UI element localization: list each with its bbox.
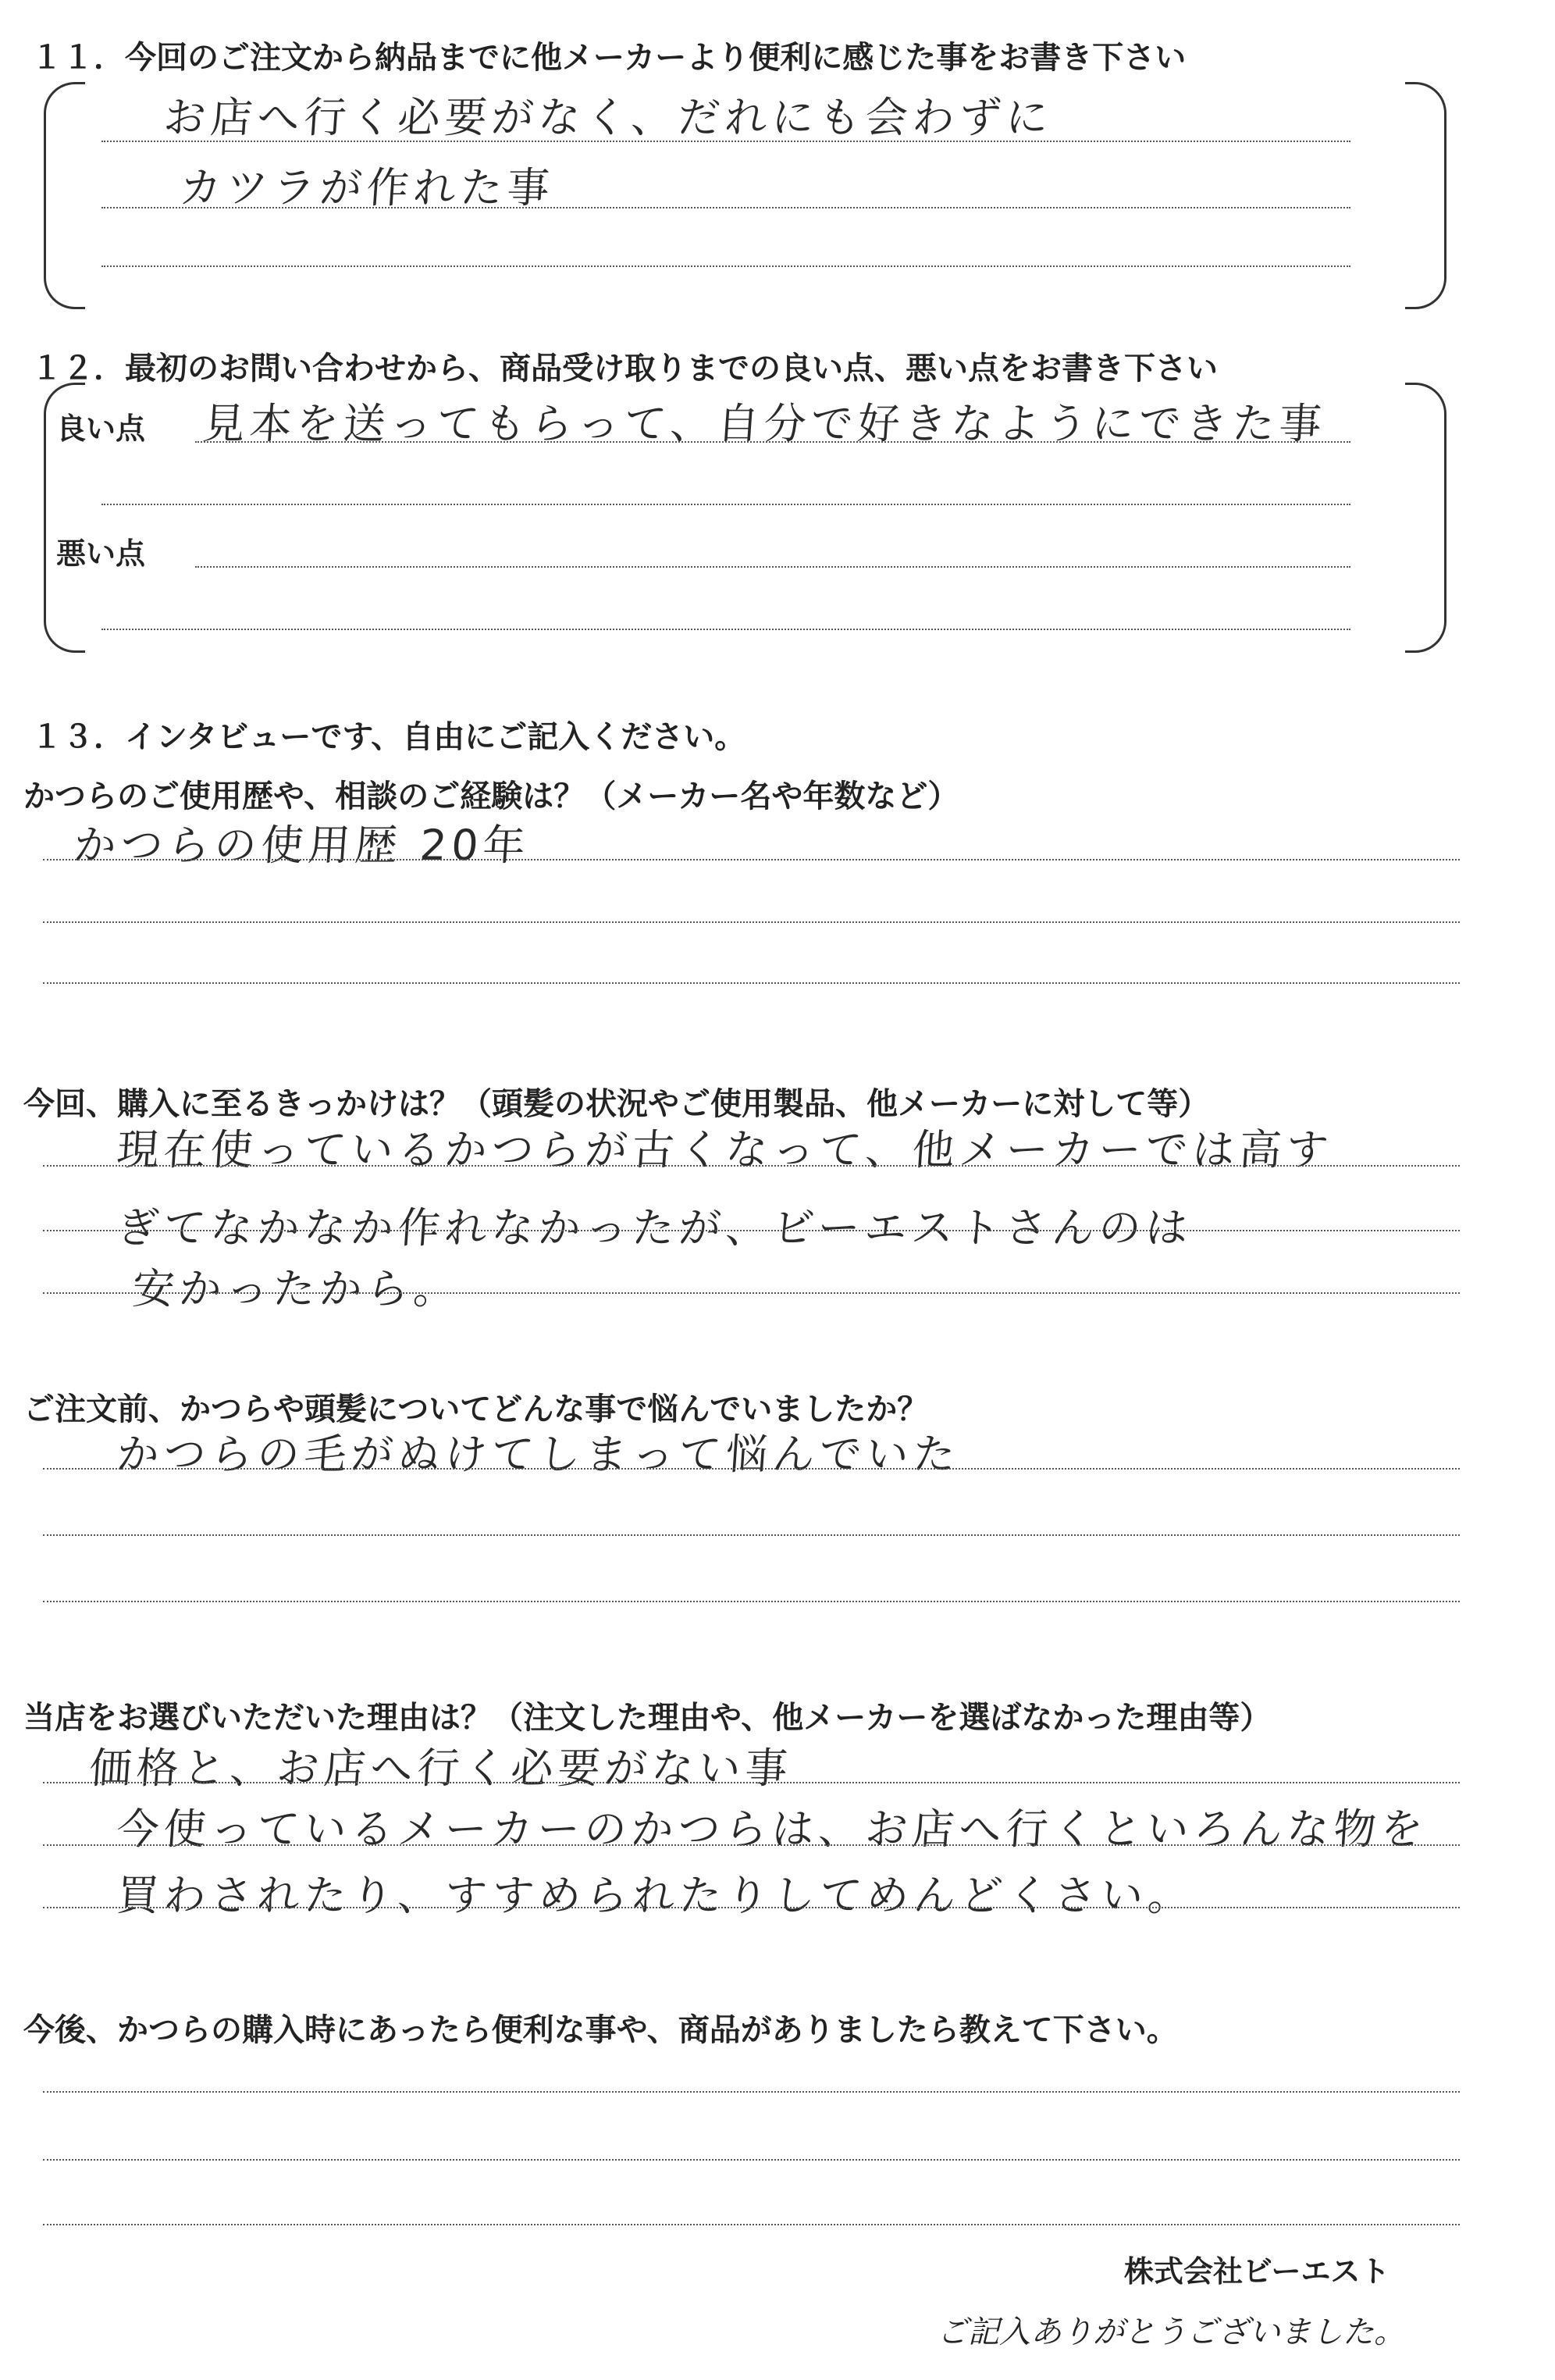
writing-line bbox=[101, 207, 1350, 208]
writing-line bbox=[195, 566, 1350, 568]
good-point-answer: 見本を送ってもらって、自分で好きなようにできた事 bbox=[201, 399, 1328, 448]
writing-line bbox=[43, 921, 1460, 923]
answer-reason-line-3: 買わされたり、すすめられたりしてめんどくさい。 bbox=[115, 1871, 1197, 1920]
answer-reason-line-2: 今使っているメーカーのかつらは、お店へ行くといろんな物を bbox=[115, 1805, 1429, 1854]
writing-line bbox=[43, 2159, 1460, 2161]
writing-line bbox=[43, 859, 1460, 860]
answer-reason-line-1: 価格と、お店へ行く必要がない事 bbox=[87, 1744, 794, 1793]
writing-line bbox=[195, 441, 1350, 443]
question-worries: ご注文前、かつらや頭髪についてどんな事で悩んでいましたか？ bbox=[23, 1391, 929, 1427]
answer-11-line-2: カツラが作れた事 bbox=[177, 163, 556, 212]
writing-line bbox=[101, 141, 1350, 142]
writing-line bbox=[43, 1601, 1460, 1602]
question-11: １１．今回のご注文から納品までに他メーカーより便利に感じた事をお書き下さい bbox=[31, 40, 1187, 76]
writing-line bbox=[101, 629, 1350, 630]
writing-line bbox=[43, 2091, 1460, 2093]
writing-line bbox=[43, 1782, 1460, 1783]
writing-line bbox=[43, 1292, 1460, 1294]
writing-line bbox=[101, 265, 1350, 267]
good-point-label: 良い点 bbox=[56, 412, 146, 446]
bad-point-label: 悪い点 bbox=[56, 536, 146, 571]
question-trigger: 今回、購入に至るきっかけは？（頭髪の状況やご使用製品、他メーカーに対して等） bbox=[23, 1086, 1210, 1122]
writing-line bbox=[101, 504, 1350, 505]
question-history: かつらのご使用歴や、相談のご経験は？（メーカー名や年数など） bbox=[23, 778, 959, 814]
answer-trigger-line-2: ぎてなかなか作れなかったが、ビーエストさんのは bbox=[115, 1203, 1194, 1252]
writing-line bbox=[43, 1907, 1460, 1908]
bracket-right bbox=[1405, 383, 1446, 653]
thanks-message: ご記入ありがとうございました。 bbox=[937, 2314, 1405, 2350]
answer-worries: かつらの毛がぬけてしまって悩んでいた bbox=[115, 1430, 962, 1479]
writing-line bbox=[43, 1230, 1460, 1231]
writing-line bbox=[43, 1534, 1460, 1536]
answer-trigger-line-1: 現在使っているかつらが古くなって、他メーカーでは高す bbox=[115, 1125, 1335, 1174]
bracket-right bbox=[1405, 82, 1446, 309]
question-future: 今後、かつらの購入時にあったら便利な事や、商品がありましたら教えて下さい。 bbox=[23, 2012, 1178, 2048]
question-13: １３．インタビューです、自由にご記入ください。 bbox=[31, 719, 746, 755]
writing-line bbox=[43, 982, 1460, 984]
writing-line bbox=[43, 2224, 1460, 2225]
answer-trigger-line-3: 安かったから。 bbox=[130, 1264, 462, 1313]
writing-line bbox=[43, 1468, 1460, 1470]
answer-11-line-1: お店へ行く必要がなく、だれにも会わずに bbox=[162, 93, 1055, 142]
answer-history: かつらの使用歴 20年 bbox=[72, 821, 532, 870]
question-reason: 当店をお選びいただいた理由は？（注文した理由や、他メーカーを選ばなかった理由等） bbox=[23, 1700, 1272, 1736]
writing-line bbox=[43, 1165, 1460, 1167]
company-name: 株式会社ビーエスト bbox=[1124, 2254, 1390, 2289]
writing-line bbox=[43, 1844, 1460, 1846]
question-12: １２．最初のお問い合わせから、商品受け取りまでの良い点、悪い点をお書き下さい bbox=[31, 351, 1218, 387]
bracket-left bbox=[44, 82, 85, 309]
